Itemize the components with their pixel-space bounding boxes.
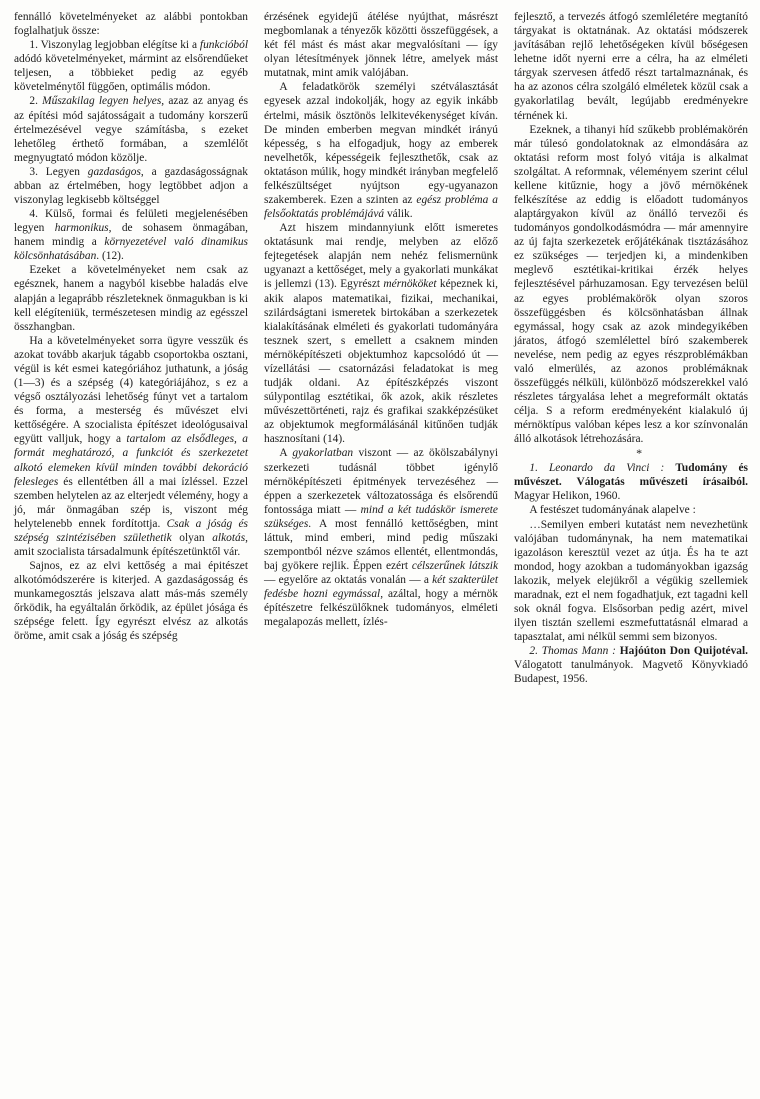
body-text: , a gazdaságosságnak abban az értelmében, hogy legtöbbet adjon a viszonylag legkisebb költséggel (14, 165, 248, 207)
text-columns (14, 10, 746, 1091)
body-text: — egyelőre az oktatás vonalán — a (264, 574, 433, 587)
body-text: A feladatkörök személyi szétválasztását egyesek azzal indokolják, hogy az egyik inkább értelmi, másik ösztönös lelkitevékenységet kíván. De minden emberben megvan mindkét irányú képesség, s ha elfogadjuk, hogy az emberek nevelhetők, képességeik fejleszthetők, csak az oktatáson múlik, hogy mindkét irányban megfelelő felkészültséget nyújtson egy-ugyanazon szakemberek. Ezen a szinten az (264, 81, 498, 207)
emphasis-text: mérnököket (383, 278, 437, 291)
body-text: Ha a követelményeket sorra ügyre vesszük és azokat tovább akarjuk tágabb csoportokba osztani, végül is két esmei kategóriához juthatunk, a jóság (1—3) és a szépség (4) kategóriájához, s ez a végső osztályozási lehetőség fúnyt vet a tartalom és forma, a mesterség és művészet elvi kettőségére. A szocialista építészet ideológusaival együtt valljuk, hogy a (14, 334, 248, 446)
body-text: Válogatott tanulmányok. Magvető Könyvkiadó Budapest, 1956. (514, 659, 748, 686)
emphasis-text: tartalom az elsődleges, a formát meghatározó, a funkciót és szerkezetet alkotó elemeken kívül minden további dekoráció felesleges (14, 433, 248, 488)
paragraph (514, 503, 748, 517)
emphasis-text: Műszakilag legyen helyes, (42, 95, 165, 108)
body-text: 1. Viszonylag legjobban elégítse ki a (29, 39, 200, 52)
body-text: , amit szocialista társadalmunk építészetünktől vár. (14, 531, 248, 558)
paragraph (264, 10, 498, 80)
body-text: 4. Külső, formai és felületi megjelenésében legyen (14, 208, 248, 235)
emphasis-text: egész probléma a felsőoktatás problémájává (264, 194, 498, 221)
emphasis-text: funkcióból (199, 39, 248, 52)
emphasis-text: 2. (529, 645, 542, 658)
paragraph (14, 165, 248, 207)
text-column-middle (264, 10, 498, 1091)
body-text: , de sohasem önmagában, hanem mindig a (14, 222, 248, 249)
body-text: fennálló követelményeket az alábbi pontokban foglalhatjuk össze: (14, 11, 248, 38)
paragraph (14, 94, 248, 164)
body-text: képeznek ki, akik alapos matematikai, fizikai, mechanikai, szilárdságtani ismeretek birtokában a szerkezetek kialakításának elméleti és gyakorlati tudományára tesznek szert, s emellett a csaknem minden mérnöképítészeti objektumhoz kapcsolódó út — vízellátási — csatornázási feladatokat is meg tudják oldani. Az építészképzés viszont súlypontilag esztétikai, ők azok, akik részletes művészettörténeti, rajz és grafikai szakképzésüket az objektumok megformálásánál kitűnően tudják hasznosítani (14). (264, 278, 498, 446)
body-text: . A most fennálló kettőségben, mint láttuk, mind emberi, mind pedig műszaki szempontból nézve számos ellentét, ellentmondás, baj gyökere rejlik. Éppen ezért (264, 517, 498, 573)
bold-title-text: Tudomány és művészet. Válogatás művészeti írásaiból. (514, 462, 748, 489)
body-text: érzésének egyidejű átélése nyújthat, másrészt megbomlanak a tényezők közötti összefüggések, a két fél mást és mást akar megvalósítani — így olyan létesítmények jönnek létre, amelyek mást mutatnak, mint amik valójában. (264, 11, 498, 80)
body-text: azaz az anyag és az építési mód sajátosságait a tudomány korszerű értelmezésével vegye számításba, s ezeket lehetőleg érthető formában, a szemlélőt megnyugtató módon közölje. (14, 95, 249, 164)
body-text: 2. (29, 95, 43, 108)
text-column-right (514, 10, 748, 1091)
paragraph (514, 10, 748, 123)
paragraph (14, 207, 248, 263)
body-text: fejlesztő, a tervezés átfogó szemléletére megtanító tárgyakat is oktatnának. Az oktatási módszerek javításában rejlő lehetőségeken kívül bőségesen lehetne időt nyerni erre a célra, ha az elméleti tárgyak szervesen átfedő részt tartalmaznának, és ha az azonos célra szolgáló elméletek közül csak a gyakorlatilag bevált, legújabb eredményekre térnének ki. (514, 11, 748, 122)
paragraph (514, 461, 748, 503)
section-separator (514, 446, 748, 461)
body-text: és ellentétben áll a mai ízléssel. Ezzel szemben helytelen az az elterjedt vélemény, hogy a jó, már önmagában szép is, viszont még helytelenebb ennek fordítottja. (14, 475, 248, 530)
emphasis-text: gyakorlatban (292, 447, 354, 460)
paragraph (14, 334, 248, 559)
paragraph (514, 518, 748, 645)
body-text: Ezeknek, a tihanyi híd szűkebb problémakörén már túlesó gondolatoknak az elmondására az oktatási reform most folyó vitája is alkalmat szolgáltat. A reformnak, véleményem szerint célul kellene kitűznie, hogy a jövő mérnökének felkészítése az eddig is előadott tudományos alaptárgyakon kívül az önálló tervezői és tudományos gondolkodásmódra — már amennyire az új fajta szerkezetek erőjátékának tisztázásához ez szükséges — terjedjen ki, a mindenkiben meglevő esztétikai-kritikai érzék helyes fejlesztésével párhuzamosan. Egy tervezésen belül az egyes problémakörök olyan szoros összefüggésben és kölcsönhatásban állnak egymással, hogy csak az azok mindegyikében járatos, átfogó szemlélettel bíró szakemberek nevelése, nem pedig az egyes részproblémákban való elmerülés, az azonos problémáknak összefüggés nélküli, különböző módszerekkel való részletes tárgyalása lehet a megreformált oktatás célja. S a reform eredményeként kialakuló új mérnöktípus valóban képes lesz a kor színvonalán álló alkotások létrehozására. (514, 123, 748, 446)
paragraph (514, 123, 748, 447)
body-text: Magyar Helikon, 1960. (514, 490, 621, 503)
body-text: , azáltal, hogy a mérnök építészetre felkészülőknek tudományos, elméleti megalapozás mellett, ízlés- (264, 588, 498, 629)
emphasis-text: környezetével való dinamikus kölcsönhatásában (14, 236, 248, 263)
emphasis-text: két szakterület fedésbe hozni egymással (264, 574, 498, 601)
paragraph (14, 38, 248, 94)
paragraph (514, 644, 748, 686)
emphasis-text: harmonikus (54, 222, 109, 235)
body-text: Ezeket a követelményeket nem csak az egésznek, hanem a nagyból kisebbe haladás elve alapján a legaprább részleteknek önmagukban is ki kell elégíteniük, természetesen mindig az egésszel összhangban. (14, 264, 248, 333)
bold-title-text: Hajóúton Don Quijotéval. (619, 645, 748, 658)
paragraph (14, 263, 248, 333)
text-column-left (14, 10, 248, 1091)
emphasis-text: célszerűnek látszik (411, 560, 499, 573)
body-text: A (279, 447, 293, 460)
body-text: adódó követelményeket, mármint az elsőrendűeket teljesen, a többieket pedig az egyéb követelménytől függően, optimális módon. (14, 53, 248, 94)
body-text: olyan (171, 531, 213, 544)
body-text: Sajnos, ez az elvi kettőség a mai épitészet alkotómódszerére is kiterjed. A gazdaságosság és munkamegosztás jelszava alatt más-más személy őrködik, ha egyáltalán őrködik, az épület jósága és szépsége felett. Így egyrészt elvész az alkotás öröme, amit csak a jóság és szépség (14, 560, 248, 643)
body-text: * (636, 446, 643, 461)
emphasis-text: Thomas Mann : (541, 645, 620, 658)
paragraph (264, 221, 498, 446)
emphasis-text: gazdaságos (87, 165, 141, 178)
emphasis-text: alkotás (212, 531, 246, 544)
paragraph (264, 80, 498, 221)
emphasis-text: 1. Leonardo da Vinci : (529, 462, 676, 475)
paragraph (14, 10, 248, 38)
body-text: válik. (384, 208, 413, 221)
body-text: Azt hiszem mindannyiunk előtt ismeretes oktatásunk mai rendje, melyben az előző fejtegetések alapján nem nehéz felismernünk ugyanazt a kettőséget, mely a gyakorlati munkákat is jellemzi (13). Egyrészt (264, 222, 498, 291)
body-text: …Semilyen emberi kutatást nem nevezhetünk valójában tudománynak, ha nem matematikai igazoláson keresztül vezet az útja. És ha te azt mondod, hogy azokban a tudományokban igazság lakozik, melyek elejükről a végükig szellemiek maradnak, ezt el nem fogadhatjuk, ezt tagadni kell sok oknál fogva. Elsősorban pedig azért, mivel ilyen tisztán szellemi eszmefuttatásnál elmarad a tapasztalat, ami nélkül semmi sem bizonyos. (514, 518, 748, 644)
paragraph (14, 559, 248, 643)
body-text: 3. Legyen (29, 165, 88, 178)
body-text: viszont — az ökölszabálynyi szerkezeti tudásnál többet igénylő mérnöképítészeti épitmények tervezéséhez — éppen a szerkezetek változatossága és elsőrendű fontossága miatt — (264, 447, 498, 516)
emphasis-text: mind a két tudáskör ismerete szükséges (264, 503, 498, 530)
body-text: A festészet tudományának alapelve : (529, 504, 696, 517)
body-text: . (12). (96, 250, 124, 263)
emphasis-text: Csak a jóság és szépség szintézisében születhetik (14, 517, 248, 544)
paragraph (264, 446, 498, 629)
